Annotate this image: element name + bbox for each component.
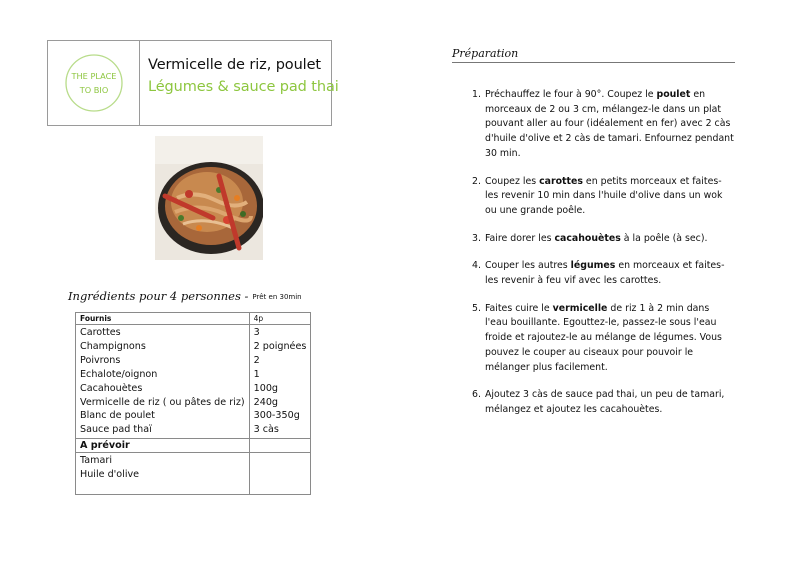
step-text-part: Coupez les bbox=[485, 175, 540, 187]
step-text-part: Préchauffez le four à 90°. Coupez le bbox=[485, 89, 657, 100]
step-text-part: à la poêle (à sec). bbox=[620, 232, 708, 244]
table-row-to-provide bbox=[76, 453, 311, 495]
step-number: 1. bbox=[472, 89, 481, 100]
to-provide-names bbox=[76, 453, 250, 495]
ingredient-name: Champignons bbox=[80, 340, 146, 352]
provided-ingredient-names bbox=[76, 325, 250, 439]
title-block bbox=[148, 57, 339, 95]
step-text-part: en petits morceaux et faites-les revenir 10 min dans l'huile d'olive dans un wok ou une grande poêle. bbox=[485, 175, 723, 216]
recipe-header bbox=[47, 40, 339, 126]
preparation-step bbox=[472, 302, 734, 376]
logo-text-line1: THE PLACE bbox=[71, 71, 117, 81]
ingredient-name: Blanc de poulet bbox=[80, 410, 155, 422]
recipe-title: Vermicelle de riz, poulet bbox=[148, 57, 322, 73]
ingredient-qty: 240g bbox=[253, 396, 279, 408]
ingredient-name: Poivrons bbox=[80, 354, 121, 366]
step-text-part: Faites cuire le bbox=[485, 302, 553, 314]
step-text-part: de riz 1 à 2 min dans l'eau bouillante. Egouttez-le, passez-le sous l'eau froide et rajoutez-le au mélange de légumes. Vous pouvez le couper au ciseaux pour pouvoir le mélanger plus facilement. bbox=[485, 302, 722, 373]
ingredient-name: Echalote/oignon bbox=[80, 368, 158, 380]
ingredient-qty: 1 bbox=[253, 368, 260, 380]
preparation-title: Préparation bbox=[452, 47, 735, 63]
step-number: 6. bbox=[472, 389, 481, 401]
step-number: 3. bbox=[472, 232, 481, 244]
to-provide-label-qty bbox=[249, 439, 311, 453]
ingredient-name: Sauce pad thaï bbox=[80, 424, 152, 436]
ingredient-name: Vermicelle de riz ( ou pâtes de riz) bbox=[80, 396, 245, 408]
prep-time: Prêt en 30min bbox=[252, 293, 302, 301]
step-text bbox=[485, 260, 724, 286]
ingredient-qty: 2 poignées bbox=[253, 340, 307, 352]
preparation-step bbox=[472, 259, 734, 288]
step-text bbox=[485, 389, 724, 415]
step-number: 2. bbox=[472, 175, 481, 187]
step-keyword: cacahouètes bbox=[554, 232, 621, 244]
preparation-steps bbox=[472, 88, 734, 431]
table-header-row bbox=[76, 313, 311, 325]
step-keyword: vermicelle bbox=[552, 302, 608, 314]
ingredients-table bbox=[75, 312, 311, 495]
table-row-provided bbox=[76, 325, 311, 439]
brand-logo bbox=[62, 49, 126, 117]
preparation-step bbox=[472, 175, 734, 219]
ingredients-title: Ingrédients pour 4 personnes - bbox=[68, 289, 249, 303]
dish-photo bbox=[155, 136, 263, 260]
step-text-part: Couper les autres bbox=[485, 260, 571, 272]
step-keyword: poulet bbox=[656, 89, 691, 100]
ingredient-qty: 100g bbox=[253, 382, 279, 394]
table-row-to-provide-header bbox=[76, 439, 311, 453]
to-provide-label: A prévoir bbox=[76, 439, 250, 453]
ingredient-name: Carottes bbox=[80, 327, 121, 338]
provided-ingredient-quantities bbox=[249, 325, 311, 439]
to-provide-item: Tamari bbox=[80, 455, 112, 467]
step-keyword: légumes bbox=[570, 260, 616, 272]
step-number: 4. bbox=[472, 260, 481, 272]
step-text bbox=[485, 303, 722, 373]
preparation-step bbox=[472, 232, 734, 247]
ingredients-title-row bbox=[68, 285, 302, 304]
preparation-step bbox=[472, 388, 734, 417]
logo-text-line2: TO BIO bbox=[79, 85, 109, 95]
ingredient-name: Cacahouètes bbox=[80, 382, 143, 394]
ingredient-qty: 300-350g bbox=[253, 410, 300, 422]
logo-cell bbox=[48, 41, 140, 125]
ingredient-qty: 3 càs bbox=[253, 424, 279, 436]
step-text-part: Faire dorer les bbox=[485, 232, 555, 244]
step-text bbox=[485, 89, 734, 159]
to-provide-item: Huile d'olive bbox=[80, 469, 140, 481]
step-text-part: Ajoutez 3 càs de sauce pad thai, un peu de tamari, mélangez et ajoutez les cacahouètes. bbox=[485, 389, 725, 415]
step-text-part: en morceaux et faites-les revenir à feu vif avec les carottes. bbox=[485, 260, 725, 287]
step-text bbox=[485, 233, 707, 244]
step-number: 5. bbox=[472, 302, 481, 314]
recipe-subtitle: Légumes & sauce pad thai bbox=[148, 79, 339, 95]
to-provide-qty bbox=[249, 453, 311, 495]
ingredient-qty: 3 bbox=[253, 327, 260, 338]
step-text bbox=[485, 176, 722, 216]
step-text-part: en morceaux de 2 ou 3 cm, mélangez-le dans un plat pouvant aller au four (idéalement en fer) avec 2 càs d'huile d'olive et 2 càs de tamari. Enfournez pendant 30 min. bbox=[485, 89, 734, 159]
header-label: Fournis bbox=[76, 313, 250, 325]
preparation-step bbox=[472, 88, 734, 162]
step-keyword: carottes bbox=[539, 175, 583, 187]
header-qty: 4p bbox=[249, 313, 311, 325]
ingredient-qty: 2 bbox=[253, 354, 260, 366]
